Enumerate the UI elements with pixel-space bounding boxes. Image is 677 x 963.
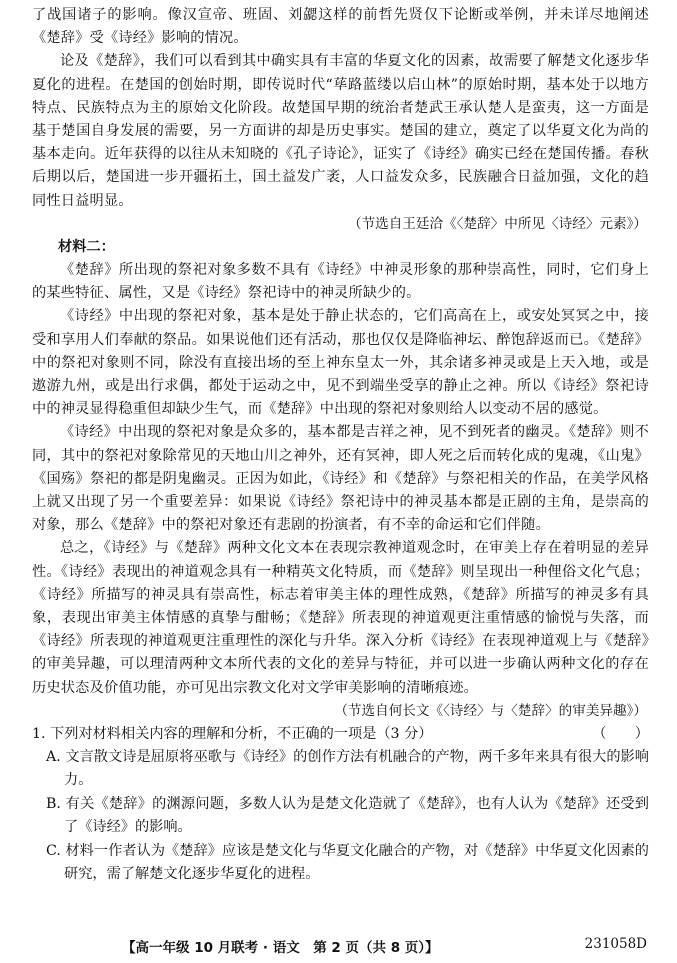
material1-source: （节选自王廷洽《〈楚辞〉中所见〈诗经〉元素》） [347, 215, 647, 232]
footer-code: 231058D [584, 936, 647, 952]
material1-paragraph-continued: 了战国诸子的影响。像汉宣帝、班固、刘勰这样的前哲先贤仅下论断或举例，并未详尽地阐述《楚辞》受《诗经》影响的情况。 [32, 7, 649, 47]
material2-paragraph-4: 总之，《诗经》与《楚辞》两种文化文本在表现宗教神道观念时，在审美上存在着明显的差异性。《诗经》表现出的神道观念具有一种精英文化特质，而《楚辞》则呈现出一种俚俗文化气息；《诗经》所描写的神灵具有崇高性，标志着审美主体的理性成熟，《楚辞》所描写的神灵多有具象，表现出审美主体情感的真挚与酣畅；《楚辞》所表现的神道观更注重情感的愉悦与失落，而《诗经》所表现的神道观更注重理性的深化与升华。深入分析《诗经》在表现神道观上与《楚辞》的审美异趣，可以理清两种文本所代表的文化的差异与特征，并可以进一步确认两种文化的存在历史状态及价值功能，亦可见出宗教文化对文学审美影响的清晰痕迹。 [32, 540, 649, 696]
question-1 [0, 723, 677, 746]
page-footer [0, 936, 677, 958]
footer-exam-info: 【高一年级 10 月联考 · 语文 第 2 页（共 8 页）】 [122, 940, 439, 956]
material2-source: （节选自何长文《〈诗经〉与〈楚辞〉的审美异趣》） [334, 702, 647, 719]
material1-paragraph: 论及《楚辞》，我们可以看到其中确实具有丰富的华夏文化的因素，故需要了解楚文化逐步华夏化的进程。在楚国的创始时期，即传说时代“荜路蓝缕以启山林”的原始时期，基本处于以地方特点、民族特点为主的原始文化阶段。故楚国早期的统治者楚武王承认楚人是蛮夷，这一方面是基于楚国自身发展的需要，另一方面讲的却是历史事实。楚国的建立，奠定了以华夏文化为尚的基本走向。近年获得的以往从未知晓的《孔子诗论》，证实了《诗经》确实已经在楚国传播。春秋后期以后，楚国进一步开疆拓土，国土益发广袤，人口益发众多，民族融合日益加强，文化的趋同性日益明显。 [32, 53, 649, 209]
option-a: A. 文言散文诗是屈原将巫歌与《诗经》的创作方法有机融合的产物，两千多年来具有很大的影响力。 [46, 748, 649, 789]
question-1-stem: 1. 下列对材料相关内容的理解和分析，不正确的一项是（3 分） [32, 725, 433, 742]
answer-bracket: （ ） [592, 725, 649, 742]
option-b: B. 有关《楚辞》的渊源问题，多数人认为是楚文化造就了《楚辞》，也有人认为《楚辞》还受到了《诗经》的影响。 [46, 795, 649, 836]
material2-paragraph-3: 《诗经》中出现的祭祀对象是众多的，基本都是吉祥之神，见不到死者的幽灵。《楚辞》则不同，其中的祭祀对象除常见的天地山川之神外，还有冥神，即人死之后而转化成的鬼魂，《山鬼》《国殇》祭祀的都是阴鬼幽灵。正因为如此，《诗经》和《楚辞》与祭祀相关的作品，在美学风格上就又出现了另一个重要差异：如果说《诗经》祭祀诗中的神灵基本都是正剧的主角，是崇高的对象，那么《楚辞》中的祭祀对象还有悲剧的扮演者，有不幸的命运和它们伴随。 [32, 424, 649, 534]
option-c: C. 材料一作者认为《楚辞》应该是楚文化与华夏文化融合的产物，对《楚辞》中华夏文化因素的研究，需了解楚文化逐步华夏化的进程。 [46, 842, 649, 883]
material2-heading: 材料二： [58, 238, 115, 255]
material2-paragraph-1: 《楚辞》所出现的祭祀对象多数不具有《诗经》中神灵形象的那种崇高性，同时，它们身上的某些特征、属性，又是《诗经》祭祀诗中的神灵所缺少的。 [32, 262, 649, 302]
material2-paragraph-2: 《诗经》中出现的祭祀对象，基本是处于静止状态的，它们高高在上，或安处冥冥之中，接受和享用人们奉献的祭品。如果说他们还有活动，那也仅仅是降临神坛、醉饱辞返而已。《楚辞》中的祭祀对象则不同，除没有直接出场的至上神东皇太一外，其余诸多神灵或是上天入地，或是遨游九州，或是出行求偶，都处于运动之中，见不到端坐受享的静止之神。所以《诗经》祭祀诗中的神灵显得稳重但却缺少生气，而《楚辞》中出现的祭祀对象则给人以变动不居的感觉。 [32, 308, 649, 418]
